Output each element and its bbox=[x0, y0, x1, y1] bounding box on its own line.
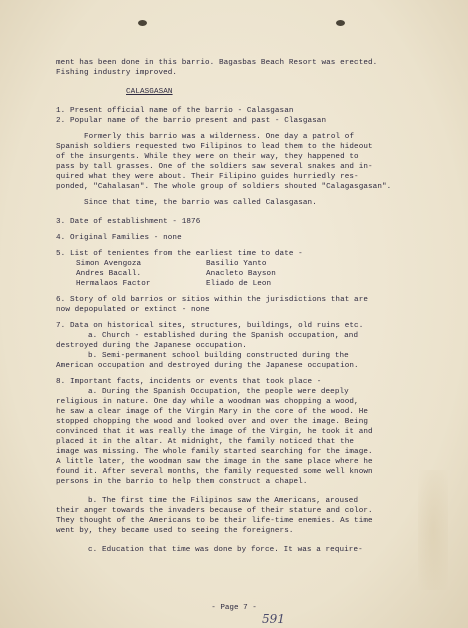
item-8-line: convinced that it was really the image of the Virgin, he took it and bbox=[56, 428, 373, 436]
item-b-line: They thought of the Americans to be their life-time enemies. As time bbox=[56, 517, 373, 525]
item-6: 6. Story of old barrios or sitios within the jurisdictions that are bbox=[56, 296, 369, 304]
page-number: - Page 7 - bbox=[211, 604, 257, 612]
teniente-name: Anacleto Bayson bbox=[206, 270, 276, 278]
tenientes-row bbox=[56, 269, 416, 279]
item-8-line: persons in the barrio to help them construct a chapel. bbox=[56, 478, 308, 486]
history-line: Formerly this barrio was a wilderness. One day a patrol of bbox=[84, 133, 355, 141]
item-2: 2. Popular name of the barrio present and past - Clasgasan bbox=[56, 117, 327, 125]
item-7-line: b. Semi-permanent school building constructed during the bbox=[88, 352, 349, 360]
intro-line: ment has been done in this barrio. Bagasbas Beach Resort was erected. bbox=[56, 59, 378, 67]
history-line: ponded, "Cahalasan". The whole group of soldiers shouted "Calagasgasan". bbox=[56, 183, 392, 191]
item-7-line: a. Church - established during the Spanish occupation, and bbox=[88, 332, 359, 340]
item-8-line: stopped chopping the wood and looked over and over the image. Being bbox=[56, 418, 369, 426]
item-8-line: placed it in the altar. At midnight, the family noticed that the bbox=[56, 438, 355, 446]
item-7: 7. Data on historical sites, structures, buildings, old ruins etc. bbox=[56, 322, 364, 330]
history-line: pass by tall grasses. One of the soldiers saw several snakes and in- bbox=[56, 163, 373, 171]
item-b-line: b. The first time the Filipinos saw the Americans, aroused bbox=[88, 497, 359, 505]
item-1: 1. Present official name of the barrio - Calasgasan bbox=[56, 107, 294, 115]
teniente-name: Basilio Yanto bbox=[206, 260, 267, 268]
since-line: Since that time, the barrio was called Calasgasan. bbox=[84, 199, 317, 207]
item-8-line: A little later, the woodman saw the image in the same place where he bbox=[56, 458, 373, 466]
binder-hole bbox=[138, 20, 147, 26]
item-3: 3. Date of establishment - 1876 bbox=[56, 218, 201, 226]
item-8: 8. Important facts, incidents or events that took place - bbox=[56, 378, 322, 386]
binder-hole bbox=[336, 20, 345, 26]
teniente-name: Hermalaos Factor bbox=[76, 280, 151, 288]
item-8-line: found it. After several months, the family requested some well known bbox=[56, 468, 373, 476]
teniente-name: Eliado de Leon bbox=[206, 280, 272, 288]
section-heading: CALASGASAN bbox=[126, 88, 173, 96]
item-8-line: he saw a clear image of the Virgin Mary in the core of the wood. He bbox=[56, 408, 369, 416]
item-8-line: a. During the Spanish Occupation, the people were deeply bbox=[88, 388, 349, 396]
item-8-line: religious in nature. One day while a woodman was chopping a wood, bbox=[56, 398, 359, 406]
item-8-line: image was missing. The whole family started searching for the image. bbox=[56, 448, 373, 456]
document-body bbox=[56, 58, 416, 555]
item-5: 5. List of tenientes from the earliest time to date - bbox=[56, 250, 303, 258]
item-c-line: c. Education that time was done by force. It was a require- bbox=[88, 546, 363, 554]
item-4: 4. Original Families - none bbox=[56, 234, 182, 242]
history-line: quired what they were about. Their Filipino guides hurriedly res- bbox=[56, 173, 359, 181]
item-7-line: American occupation and destroyed during the Japanese occupation. bbox=[56, 362, 359, 370]
handwritten-number: 591 bbox=[262, 612, 285, 626]
teniente-name: Simon Avengoza bbox=[76, 260, 142, 268]
item-7-line: destroyed during the Japanese occupation. bbox=[56, 342, 247, 350]
item-b-line: went by, they became used to seeing the foreigners. bbox=[56, 527, 294, 535]
teniente-name: Andres Bacall. bbox=[76, 270, 142, 278]
intro-line: Fishing industry improved. bbox=[56, 69, 178, 77]
history-line: of the insurgents. While they were on their way, they happened to bbox=[56, 153, 359, 161]
item-6: now depopulated or extinct - none bbox=[56, 306, 210, 314]
tenientes-row bbox=[56, 259, 416, 269]
item-b-line: their anger towards the invaders because of their stature and color. bbox=[56, 507, 373, 515]
history-line: Spanish soldiers requested two Filipinos to lead them to the hideout bbox=[56, 143, 373, 151]
paper-stain bbox=[418, 470, 448, 590]
tenientes-row bbox=[56, 279, 416, 289]
